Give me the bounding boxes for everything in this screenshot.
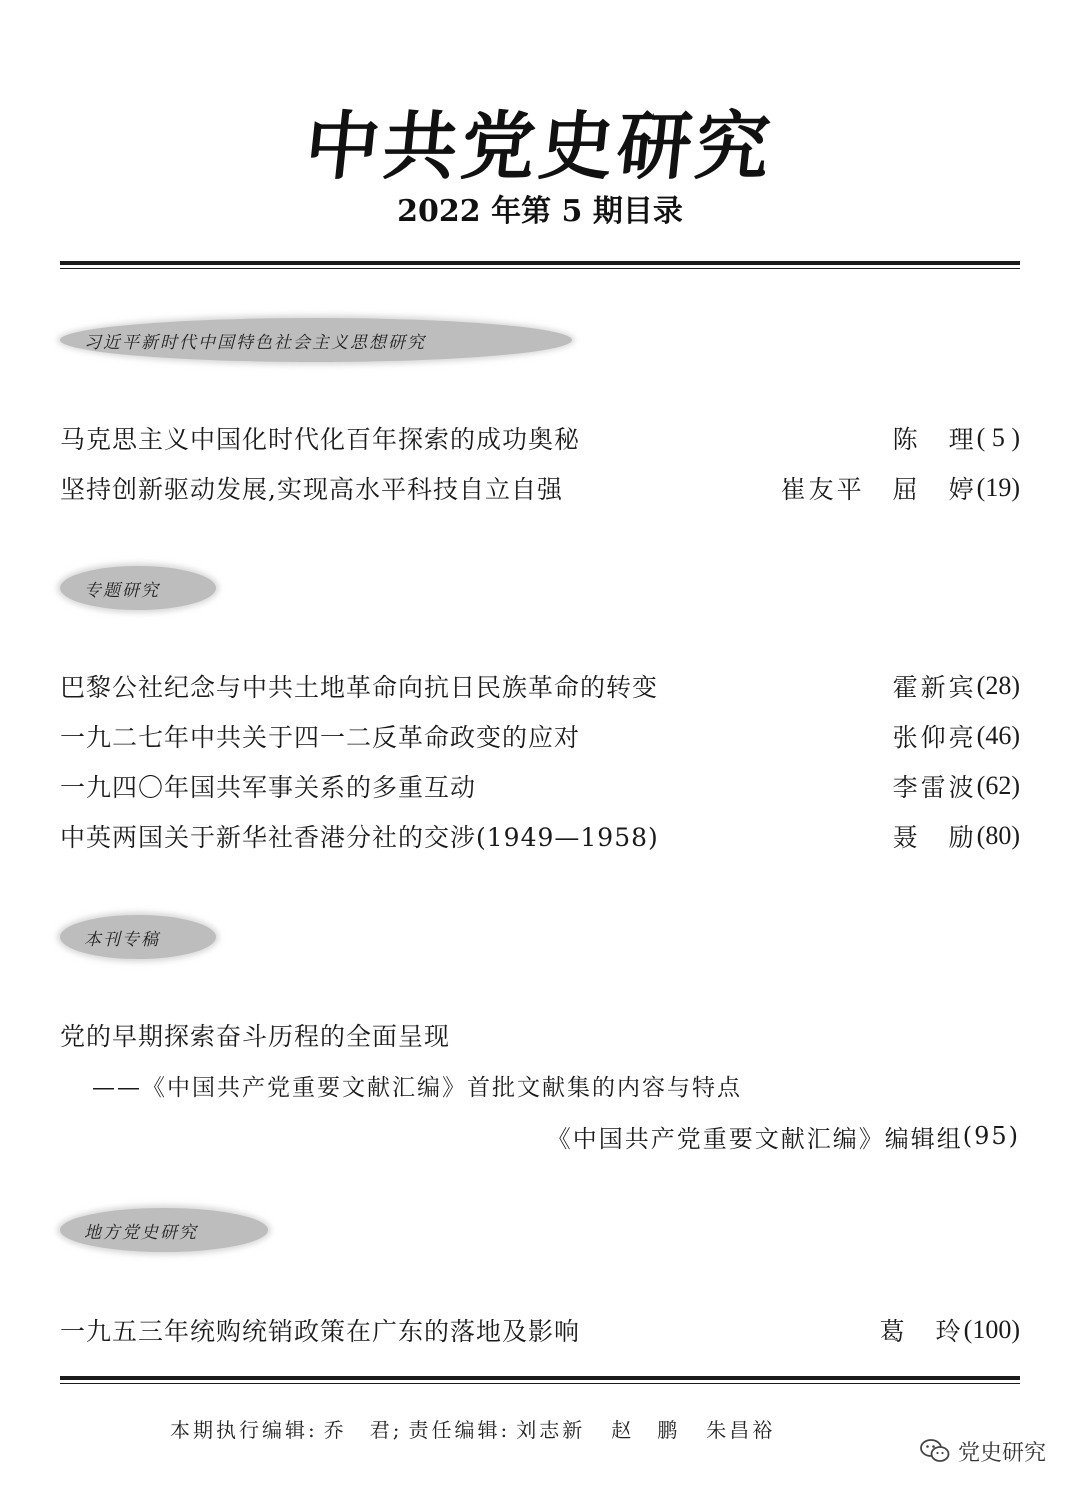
entry-page: (19) [976, 473, 1020, 502]
entry-title: 党的早期探索奋斗历程的全面呈现 [60, 1022, 451, 1051]
executive-editor-label: 本期执行编辑: [170, 1417, 318, 1442]
toc-entry[interactable] [60, 418, 1020, 458]
bottom-divider [60, 1376, 1020, 1384]
entry-title: 巴黎公社纪念与中共土地革命向抗日民族革命的转变 [60, 673, 659, 702]
responsible-editor: 刘志新 [516, 1417, 586, 1442]
entry-title: 一九五三年统购统销政策在广东的落地及影响 [60, 1317, 581, 1346]
watermark-text: 党史研究 [957, 1440, 1046, 1466]
entry-author: 聂 励 [892, 823, 977, 852]
entry-author: 陈 理 [892, 425, 977, 454]
wechat-icon [920, 1438, 950, 1464]
toc-entry[interactable] [60, 666, 1020, 706]
issue-title: 2022 年第 5 期目录 [397, 194, 683, 229]
entry-author-line [547, 1116, 1020, 1156]
entry-page: (28) [976, 671, 1020, 700]
entry-page: (80) [976, 821, 1020, 850]
responsible-editor: 朱昌裕 [706, 1417, 776, 1442]
editor-credits [170, 1408, 781, 1448]
entry-author: 葛 玲 [879, 1317, 964, 1346]
wechat-watermark [920, 1431, 1046, 1471]
entry-page: ( 5 ) [976, 423, 1020, 452]
section-label-local-history: 地方党史研究 [60, 1208, 268, 1252]
entry-page: (62) [976, 771, 1020, 800]
executive-editor: 乔 君; [323, 1417, 403, 1442]
toc-entry[interactable] [60, 816, 1020, 856]
entry-title: 一九二七年中共关于四一二反革命政变的应对 [60, 723, 581, 752]
entry-title: 中英两国关于新华社香港分社的交涉(1949—1958) [60, 823, 659, 852]
entry-author: 霍新宾 [892, 673, 977, 702]
toc-entry[interactable] [60, 1015, 1020, 1055]
section-label-special-topics: 专题研究 [60, 566, 216, 610]
journal-masthead: 中共党史研究 [300, 104, 778, 190]
entry-author: 李雷波 [892, 773, 977, 802]
entry-title: 坚持创新驱动发展,实现高水平科技自立自强 [60, 475, 563, 504]
section-label-xi-thought: 习近平新时代中国特色社会主义思想研究 [60, 318, 572, 362]
toc-entry[interactable] [60, 468, 1020, 508]
entry-author: 《中国共产党重要文献汇编》编辑组 [546, 1124, 963, 1153]
responsible-editor: 赵 鹏 [611, 1417, 681, 1442]
top-divider [60, 261, 1020, 269]
entry-page: (95) [962, 1122, 1020, 1150]
entry-page: (100) [963, 1315, 1020, 1344]
toc-entry[interactable] [60, 766, 1020, 806]
entry-title: 一九四〇年国共军事关系的多重互动 [60, 773, 477, 802]
entry-author: 崔友平 屈 婷 [780, 475, 977, 504]
section-label-special-articles: 本刊专稿 [60, 915, 216, 959]
toc-entry[interactable] [60, 716, 1020, 756]
entry-page: (46) [976, 721, 1020, 750]
responsible-editors-label: 责任编辑: [408, 1417, 511, 1442]
entry-title: 马克思主义中国化时代化百年探索的成功奥秘 [60, 425, 581, 454]
entry-subtitle: ——《中国共产党重要文献汇编》首批文献集的内容与特点 [92, 1074, 742, 1101]
entry-author: 张仰亮 [892, 723, 977, 752]
toc-entry[interactable] [60, 1310, 1020, 1350]
